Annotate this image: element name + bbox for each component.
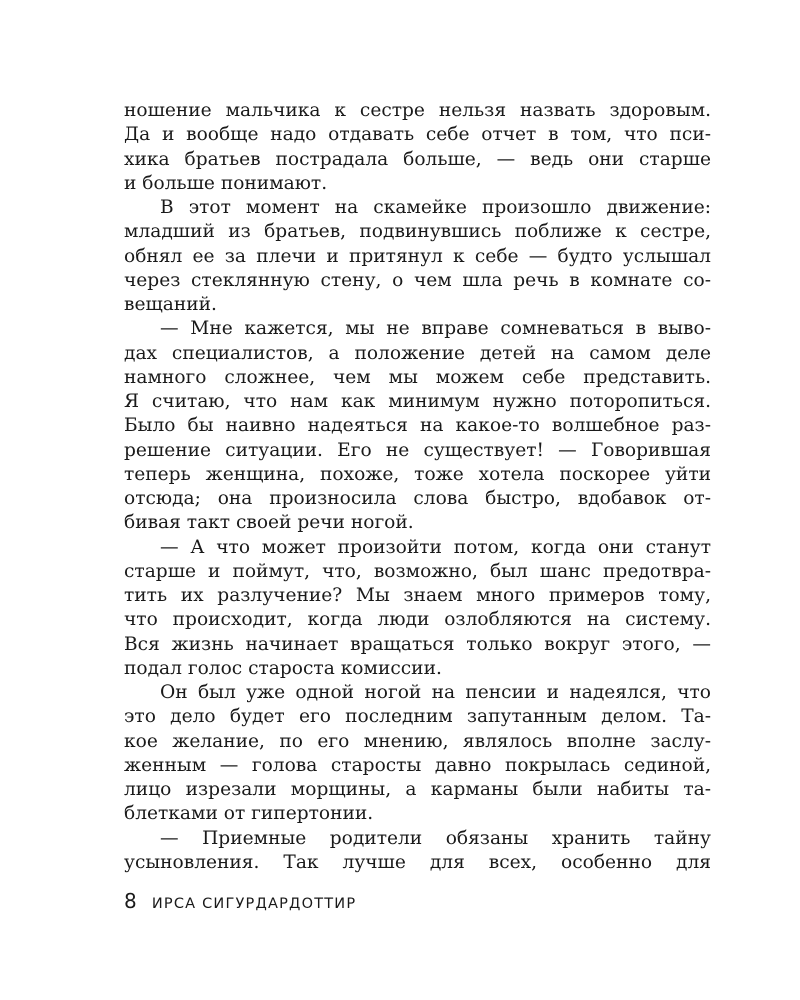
text-line: теперь женщина, похоже, тоже хотела поскорее уйти (124, 463, 711, 485)
page-number: 8 (124, 889, 137, 913)
page-footer (124, 889, 356, 913)
text-line: Он был уже одной ногой на пенсии и надеялся, что (160, 682, 711, 703)
text-line: и больше понимают. (124, 172, 328, 194)
text-line: это дело будет его последним запутанным делом. Та- (124, 706, 711, 728)
text-line: отсюда; она произносила слова быстро, вдобавок от- (124, 488, 711, 509)
text-line: Вся жизнь начинает вращаться только вокруг этого, — (124, 633, 711, 655)
text-line: дах специалистов, а положение детей на самом деле (124, 342, 711, 364)
text-line: бивая такт своей речи ногой. (124, 512, 414, 534)
text-line: усыновления. Так лучше для всех, особенно для (124, 851, 711, 873)
text-line: женным — голова старосты давно покрылась сединой, (124, 754, 711, 776)
paragraph (124, 827, 711, 876)
text-line: намного сложнее, чем мы можем себе представить. (124, 366, 711, 388)
running-head-author: ИРСА СИГУРДАРДОТТИР (151, 896, 357, 912)
paragraph (124, 317, 711, 535)
text-line: лицо изрезали морщины, а карманы были набиты та- (124, 779, 711, 800)
text-line: ношение мальчика к сестре нельзя назвать здоровым. (124, 100, 711, 121)
paragraph (124, 536, 711, 682)
text-line: младший из братьев, подвинувшись поближе к сестре, (124, 221, 711, 243)
text-line: вещаний. (124, 294, 217, 315)
text-line: старше и поймут, что, возможно, был шанс предотвра- (124, 560, 711, 582)
text-line: Да и вообще надо отдавать себе отчет в том, что пси- (124, 124, 711, 146)
text-line: — А что может произойти потом, когда они станут (160, 536, 711, 558)
text-line: Я считаю, что нам как минимум нужно поторопиться. (124, 391, 711, 412)
text-line: тить их разлучение? Мы знаем много примеров тому, (124, 585, 711, 606)
text-line: — Мне кажется, мы не вправе сомневаться в выво- (160, 318, 711, 340)
text-line: что происходит, когда люди озлобляются на систему. (124, 609, 711, 631)
text-line: подал голос староста комиссии. (124, 657, 442, 679)
paragraph (124, 681, 711, 827)
body-text (124, 99, 711, 875)
text-line: обнял ее за плечи и притянул к себе — будто услышал (124, 245, 711, 267)
text-line: Было бы наивно надеяться на какое-то волшебное раз- (124, 415, 711, 437)
paragraph (124, 196, 711, 317)
paragraph (124, 99, 711, 196)
text-line: блетками от гипертонии. (124, 803, 374, 825)
text-line: В этот момент на скамейке произошло движение: (160, 197, 711, 218)
text-line: кое желание, по его мнению, являлось вполне заслу- (124, 730, 711, 752)
text-line: хика братьев пострадала больше, — ведь они старше (124, 148, 711, 170)
text-line: через стеклянную стену, о чем шла речь в комнате со- (124, 269, 711, 291)
text-line: решение ситуации. Его не существует! — Говорившая (124, 439, 711, 461)
text-line: — Приемные родители обязаны хранить тайну (160, 827, 711, 849)
